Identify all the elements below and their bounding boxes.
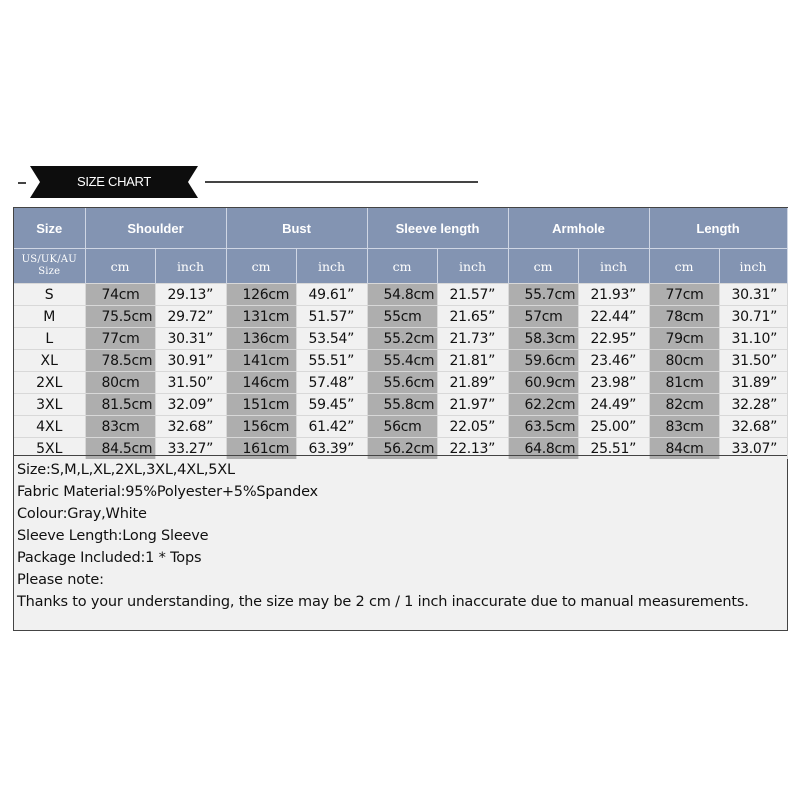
size-chart-banner: [0, 160, 800, 208]
table-row: [14, 372, 787, 394]
bust-inch-cell: 55.51”: [296, 350, 367, 372]
armhole-cm-cell: 58.3cm: [508, 328, 578, 350]
size-chart-panel: [13, 207, 788, 631]
unit-inch-header: inch: [296, 249, 367, 284]
banner-trailing-line: [205, 181, 478, 183]
length-header: Length: [649, 208, 787, 249]
armhole-inch-cell: 23.46”: [578, 350, 649, 372]
unit-inch-header: inch: [578, 249, 649, 284]
sleeve-cm-cell: 55.2cm: [367, 328, 437, 350]
shoulder-inch-cell: 32.09”: [155, 394, 226, 416]
shoulder-cm-cell: 84.5cm: [85, 438, 155, 460]
size-cell: L: [14, 328, 85, 350]
shoulder-cm-cell: 77cm: [85, 328, 155, 350]
length-cm-cell: 83cm: [649, 416, 719, 438]
length-inch-cell: 31.89”: [719, 372, 787, 394]
bust-cm-cell: 161cm: [226, 438, 296, 460]
length-inch-cell: 33.07”: [719, 438, 787, 460]
sleeve-inch-cell: 21.57”: [437, 284, 508, 306]
armhole-inch-cell: 22.95”: [578, 328, 649, 350]
bust-cm-cell: 156cm: [226, 416, 296, 438]
size-region-subheader: US/UK/AU Size: [14, 249, 85, 284]
armhole-inch-cell: 21.93”: [578, 284, 649, 306]
length-cm-cell: 84cm: [649, 438, 719, 460]
sleeve-inch-cell: 22.05”: [437, 416, 508, 438]
size-cell: S: [14, 284, 85, 306]
sleeve-cm-cell: 55cm: [367, 306, 437, 328]
length-cm-cell: 81cm: [649, 372, 719, 394]
table-row: [14, 284, 787, 306]
size-table: [14, 208, 788, 459]
unit-inch-header: inch: [437, 249, 508, 284]
unit-inch-header: inch: [719, 249, 787, 284]
bust-inch-cell: 63.39”: [296, 438, 367, 460]
banner-lead-dash: [18, 182, 26, 184]
length-inch-cell: 30.71”: [719, 306, 787, 328]
bust-cm-cell: 141cm: [226, 350, 296, 372]
sleeve-length-header: Sleeve length: [367, 208, 508, 249]
armhole-cm-cell: 60.9cm: [508, 372, 578, 394]
bust-inch-cell: 61.42”: [296, 416, 367, 438]
shoulder-inch-cell: 31.50”: [155, 372, 226, 394]
length-inch-cell: 32.68”: [719, 416, 787, 438]
length-cm-cell: 82cm: [649, 394, 719, 416]
armhole-cm-cell: 64.8cm: [508, 438, 578, 460]
unit-cm-header: cm: [649, 249, 719, 284]
armhole-header: Armhole: [508, 208, 649, 249]
sleeve-cm-cell: 55.6cm: [367, 372, 437, 394]
table-row: [14, 350, 787, 372]
product-notes: [14, 455, 787, 613]
unit-cm-header: cm: [226, 249, 296, 284]
armhole-cm-cell: 55.7cm: [508, 284, 578, 306]
note-sleeve: Sleeve Length:Long Sleeve: [17, 528, 209, 544]
unit-cm-header: cm: [85, 249, 155, 284]
shoulder-cm-cell: 80cm: [85, 372, 155, 394]
note-fabric: Fabric Material:95%Polyester+5%Spandex: [17, 484, 318, 500]
note-please-note: Please note:: [17, 572, 104, 588]
banner-title: SIZE CHART: [76, 174, 152, 189]
sleeve-cm-cell: 54.8cm: [367, 284, 437, 306]
bust-header: Bust: [226, 208, 367, 249]
sleeve-cm-cell: 55.4cm: [367, 350, 437, 372]
sleeve-inch-cell: 21.81”: [437, 350, 508, 372]
size-cell: 4XL: [14, 416, 85, 438]
armhole-inch-cell: 23.98”: [578, 372, 649, 394]
armhole-inch-cell: 24.49”: [578, 394, 649, 416]
note-sizes: Size:S,M,L,XL,2XL,3XL,4XL,5XL: [17, 462, 235, 478]
bust-cm-cell: 151cm: [226, 394, 296, 416]
size-cell: 5XL: [14, 438, 85, 460]
unit-inch-header: inch: [155, 249, 226, 284]
banner-label-box: [30, 166, 198, 198]
bust-cm-cell: 146cm: [226, 372, 296, 394]
sleeve-inch-cell: 22.13”: [437, 438, 508, 460]
size-column-header: Size: [14, 208, 85, 249]
shoulder-inch-cell: 29.72”: [155, 306, 226, 328]
sleeve-inch-cell: 21.97”: [437, 394, 508, 416]
sleeve-cm-cell: 55.8cm: [367, 394, 437, 416]
note-colour: Colour:Gray,White: [17, 506, 147, 522]
bust-cm-cell: 136cm: [226, 328, 296, 350]
bust-inch-cell: 57.48”: [296, 372, 367, 394]
shoulder-inch-cell: 30.31”: [155, 328, 226, 350]
note-disclaimer: Thanks to your understanding, the size may be 2 cm / 1 inch inaccurate due to manual measurements.: [17, 594, 749, 610]
length-inch-cell: 30.31”: [719, 284, 787, 306]
bust-inch-cell: 49.61”: [296, 284, 367, 306]
table-row: [14, 416, 787, 438]
shoulder-inch-cell: 30.91”: [155, 350, 226, 372]
shoulder-cm-cell: 81.5cm: [85, 394, 155, 416]
sleeve-cm-cell: 56cm: [367, 416, 437, 438]
armhole-cm-cell: 63.5cm: [508, 416, 578, 438]
bust-inch-cell: 51.57”: [296, 306, 367, 328]
bust-inch-cell: 59.45”: [296, 394, 367, 416]
size-cell: M: [14, 306, 85, 328]
length-inch-cell: 32.28”: [719, 394, 787, 416]
length-cm-cell: 80cm: [649, 350, 719, 372]
table-body: [14, 284, 787, 460]
sleeve-inch-cell: 21.89”: [437, 372, 508, 394]
length-inch-cell: 31.10”: [719, 328, 787, 350]
sleeve-inch-cell: 21.73”: [437, 328, 508, 350]
shoulder-cm-cell: 75.5cm: [85, 306, 155, 328]
shoulder-cm-cell: 78.5cm: [85, 350, 155, 372]
table-row: [14, 394, 787, 416]
shoulder-header: Shoulder: [85, 208, 226, 249]
length-cm-cell: 77cm: [649, 284, 719, 306]
unit-cm-header: cm: [367, 249, 437, 284]
shoulder-cm-cell: 83cm: [85, 416, 155, 438]
armhole-inch-cell: 25.51”: [578, 438, 649, 460]
size-cell: 2XL: [14, 372, 85, 394]
table-group-header-row: [14, 208, 787, 249]
armhole-inch-cell: 22.44”: [578, 306, 649, 328]
note-package: Package Included:1 * Tops: [17, 550, 202, 566]
armhole-cm-cell: 59.6cm: [508, 350, 578, 372]
size-cell: 3XL: [14, 394, 85, 416]
shoulder-inch-cell: 33.27”: [155, 438, 226, 460]
length-cm-cell: 79cm: [649, 328, 719, 350]
armhole-cm-cell: 57cm: [508, 306, 578, 328]
unit-cm-header: cm: [508, 249, 578, 284]
length-inch-cell: 31.50”: [719, 350, 787, 372]
table-unit-header-row: [14, 249, 787, 284]
shoulder-inch-cell: 32.68”: [155, 416, 226, 438]
bust-cm-cell: 126cm: [226, 284, 296, 306]
armhole-inch-cell: 25.00”: [578, 416, 649, 438]
size-cell: XL: [14, 350, 85, 372]
sleeve-cm-cell: 56.2cm: [367, 438, 437, 460]
armhole-cm-cell: 62.2cm: [508, 394, 578, 416]
bust-cm-cell: 131cm: [226, 306, 296, 328]
bust-inch-cell: 53.54”: [296, 328, 367, 350]
table-row: [14, 328, 787, 350]
length-cm-cell: 78cm: [649, 306, 719, 328]
shoulder-cm-cell: 74cm: [85, 284, 155, 306]
sleeve-inch-cell: 21.65”: [437, 306, 508, 328]
shoulder-inch-cell: 29.13”: [155, 284, 226, 306]
table-row: [14, 306, 787, 328]
